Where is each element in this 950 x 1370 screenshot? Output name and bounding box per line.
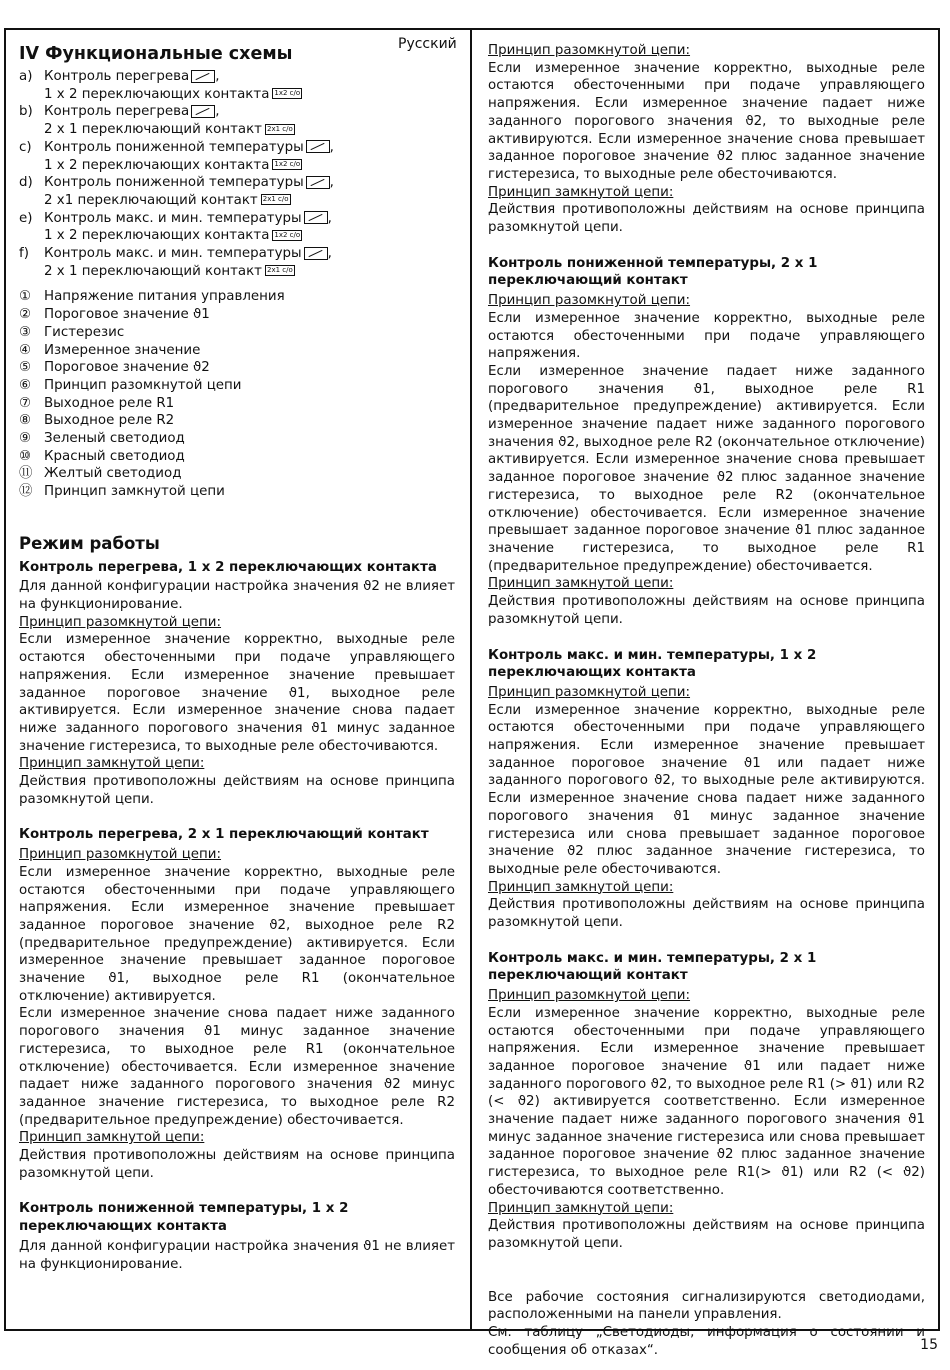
language-label: Русский	[398, 36, 457, 52]
diagram-item	[19, 174, 455, 209]
open-label: Принцип разомкнутой цепи:	[488, 988, 691, 1004]
s2-open-text-2: Если измеренное значение снова падает ниже заданного порогового значения ϑ1 минус заданное значение гистерезиса, то выходное реле R1 (окончательное отключение) обесточивается. Если измеренное значение падает ниже заданного порогового значения ϑ2 минус заданное значение гистерезиса, то выходное реле R2 (предварительное предупреждение) обесточивается.	[19, 1006, 455, 1128]
legend-item	[19, 465, 455, 483]
legend-number: ⑫	[19, 484, 33, 500]
legend-item	[19, 377, 455, 395]
item-text: Контроль пониженной температуры , 2 x1 переключающий контакт 2x1 c/o	[44, 175, 334, 208]
item-text: Контроль перегрева , 2 x 1 переключающий контакт 2x1 c/o	[44, 104, 293, 138]
open-label: Принцип разомкнутой цепи:	[488, 43, 691, 58]
legend-item	[19, 395, 455, 413]
r0-open-text: Если измеренное значение корректно, выходные реле остаются обесточенными при подаче управляющего напряжения. Если измеренное значение падает ниже заданного порогового значения ϑ2, то выходные реле активируются. Если измеренное значение снова превышает заданное пороговое значение ϑ2 плюс заданное значение гистерезиса, то выходные реле обесточиваются.	[488, 60, 925, 182]
closed-label: Принцип замкнутой цепи:	[19, 756, 205, 772]
contact-tag: 1x2 c/o	[274, 230, 301, 239]
legend-item	[19, 483, 455, 501]
item-text: Контроль перегрева , 1 x 2 переключающих контакта 1x2 c/o	[44, 69, 301, 102]
item-line-2: 2 x 1 переключающий контакт	[44, 122, 262, 138]
item-line-2: 2 x1 переключающий контакт	[44, 192, 258, 208]
legend-item	[19, 342, 455, 360]
legend-text: Гистерезис	[44, 324, 125, 340]
item-line-2: 1 x 2 переключающих контакта	[44, 228, 270, 244]
legend-item	[19, 288, 455, 306]
diagram-item	[19, 103, 455, 138]
item-key: e)	[19, 210, 33, 226]
s1-heading: Контроль перегрева, 1 x 2 переключающих контакта	[19, 559, 437, 575]
r1-open-text-1: Если измеренное значение корректно, выходные реле остаются обесточенными при подаче управляющего напряжения.	[488, 310, 925, 362]
item-key: d)	[19, 175, 33, 191]
function-symbol-icon	[306, 140, 330, 153]
item-line-2: 1 x 2 переключающих контакта	[44, 86, 270, 102]
item-line-1: Контроль макс. и мин. температуры	[44, 210, 302, 226]
function-symbol-icon	[306, 176, 330, 189]
r2-open-text: Если измеренное значение корректно, выходные реле остаются обесточенными при подаче управляющего напряжения. Если измеренное значение превышает заданное пороговое значение ϑ1 или падает ниже заданного порогового ϑ2, то выходные реле активируются. Если измеренное значение снова падает ниже заданного порогового значения ϑ1 минус заданное значение гистерезиса или снова превышает заданное пороговое значение ϑ2 плюс заданное значение гистерезиса, то выходные реле обесточиваются.	[488, 702, 925, 877]
open-label: Принцип разомкнутой цепи:	[488, 293, 691, 309]
s2-heading: Контроль перегрева, 2 x 1 переключающий контакт	[19, 827, 429, 843]
legend-list	[19, 288, 455, 500]
function-symbol-icon	[304, 247, 328, 260]
contact-tag: 2x1 c/o	[262, 195, 289, 204]
legend-text: Пороговое значение ϑ2	[44, 360, 210, 376]
item-text: Контроль макс. и мин. температуры , 1 x 2 переключающих контакта 1x2 c/o	[44, 210, 332, 244]
legend-text: Красный светодиод	[44, 448, 185, 464]
function-symbol-icon	[191, 105, 215, 118]
mode-title: Режим работы	[19, 533, 160, 553]
legend-text: Принцип замкнутой цепи	[44, 484, 225, 500]
item-line-1: Контроль пониженной температуры	[44, 139, 304, 155]
diagram-item	[19, 68, 455, 103]
r3-open-text: Если измеренное значение корректно, выходные реле остаются обесточенными при подаче управляющего напряжения. Если измеренное значение превышает заданное пороговое значение ϑ1 или падает ниже заданного порогового ϑ2, то выходное реле R1 (> ϑ1) или R2 (< ϑ2) активируется соответственно. Если измеренное значение падает ниже заданного порогового значения ϑ1 минус заданное значение гистерезиса или снова превышает заданное пороговое значение ϑ2 плюс заданное значение гистерезиса, то выходное реле R1(> ϑ1) или R2 (< ϑ2) обесточиваются соответственно.	[488, 1005, 925, 1198]
right-column	[488, 42, 925, 1360]
legend-text: Напряжение питания управления	[44, 289, 285, 305]
r1-heading: Контроль пониженной температуры, 2 x 1 переключающий контакт	[488, 255, 818, 289]
closed-label: Принцип замкнутой цепи:	[488, 576, 674, 592]
r0-closed-text: Действия противоположны действиям на основе принципа разомкнутой цепи.	[488, 202, 925, 236]
legend-item	[19, 448, 455, 466]
contact-tag: 1x2 c/o	[274, 89, 301, 98]
s2-closed-text: Действия противоположны действиям на основе принципа разомкнутой цепи.	[19, 1148, 455, 1181]
legend-number: ⑪	[19, 466, 33, 482]
diagram-item	[19, 139, 455, 174]
item-line-2: 1 x 2 переключающих контакта	[44, 157, 270, 173]
legend-number: ④	[19, 342, 32, 358]
item-line-2: 2 x 1 переключающий контакт	[44, 263, 262, 279]
r2-heading: Контроль макс. и мин. температуры, 1 x 2 переключающих контакта	[488, 647, 817, 681]
open-label: Принцип разомкнутой цепи:	[488, 684, 691, 700]
legend-number: ⑦	[19, 395, 32, 411]
legend-item	[19, 359, 455, 377]
s1-closed-text: Действия противоположны действиям на основе принципа разомкнутой цепи.	[19, 774, 455, 807]
legend-item	[19, 306, 455, 324]
contact-tag: 1x2 c/o	[274, 160, 301, 169]
legend-text: Измеренное значение	[44, 342, 201, 358]
legend-item	[19, 430, 455, 448]
item-line-1: Контроль перегрева	[44, 104, 190, 120]
legend-text: Зеленый светодиод	[44, 431, 185, 447]
legend-number: ⑧	[19, 413, 32, 429]
open-label: Принцип разомкнутой цепи:	[19, 847, 222, 863]
left-column	[19, 42, 455, 1273]
page-number: 15	[920, 1337, 938, 1353]
legend-number: ⑨	[19, 431, 32, 447]
s3-heading: Контроль пониженной температуры, 1 x 2 переключающих контакта	[19, 1201, 349, 1235]
item-text: Контроль макс. и мин. температуры , 2 x 1 переключающий контакт 2x1 c/o	[44, 246, 332, 279]
legend-number: ⑩	[19, 448, 32, 464]
r2-closed-text: Действия противоположны действиям на основе принципа разомкнутой цепи.	[488, 897, 925, 931]
item-text: Контроль пониженной температуры , 1 x 2 переключающих контакта 1x2 c/o	[44, 139, 334, 173]
open-label: Принцип разомкнутой цепи:	[19, 614, 222, 630]
legend-item	[19, 324, 455, 342]
item-line-1: Контроль перегрева	[44, 69, 190, 84]
legend-text: Желтый светодиод	[44, 466, 182, 482]
item-key: c)	[19, 139, 32, 155]
legend-text: Пороговое значение ϑ1	[44, 307, 210, 323]
section-title: IV Функциональные схемы	[19, 44, 293, 64]
legend-number: ⑤	[19, 360, 32, 376]
closed-label: Принцип замкнутой цепи:	[488, 879, 674, 895]
r3-closed-text: Действия противоположны действиям на основе принципа разомкнутой цепи.	[488, 1218, 925, 1251]
legend-text: Выходное реле R2	[44, 413, 175, 429]
legend-item	[19, 412, 455, 430]
r1-open-text-2: Если измеренное значение падает ниже заданного порогового значения ϑ1, выходное реле R1 (предварительное предупреждение) активируется. Если измеренное значение падает ниже заданного порогового значения ϑ2, выходное реле R2 (окончательное отключение) активируется. Если измеренное значение снова превышает заданное пороговое значение ϑ2 плюс заданное значение гистерезиса, то выходное реле R2 (окончательное отключение) обесточивается. Если измеренное значение превышает заданное пороговое значение ϑ1 плюс заданное значение гистерезиса, то выходное реле R1 (предварительное предупреждение) обесточивается.	[488, 363, 925, 574]
r3-heading: Контроль макс. и мин. температуры, 2 x 1 переключающий контакт	[488, 950, 817, 984]
closed-label: Принцип замкнутой цепи:	[488, 1200, 674, 1216]
legend-text: Принцип разомкнутой цепи	[44, 377, 242, 393]
s3-intro: Для данной конфигурации настройка значения ϑ1 не влияет на функционирование.	[19, 1238, 455, 1272]
legend-number: ①	[19, 289, 32, 305]
s2-open-text-1: Если измеренное значение корректно, выходные реле остаются обесточенными при подаче управляющего напряжения. Если измеренное значение превышает заданное пороговое значение ϑ2, выходное реле R2 (предварительное предупреждение) активируется. Если измеренное значение превышает заданное пороговое значение ϑ1, выходное реле R1 (окончательное отключение) активируется.	[19, 864, 455, 1004]
diagram-item	[19, 210, 455, 245]
legend-text: Выходное реле R1	[44, 395, 175, 411]
final-text-1: Все рабочие состояния сигнализируются светодиодами, расположенными на панели управления.	[488, 1289, 925, 1323]
diagram-list	[19, 68, 455, 280]
column-divider	[470, 28, 472, 1331]
item-key: a)	[19, 69, 33, 84]
closed-label: Принцип замкнутой цепи:	[488, 184, 674, 200]
contact-tag: 2x1 c/o	[266, 124, 293, 133]
final-text-2: См. таблицу „Светодиоды, информация о состоянии и сообщения об отказах“.	[488, 1325, 925, 1358]
function-symbol-icon	[304, 211, 328, 224]
s1-open-text: Если измеренное значение корректно, выходные реле остаются обесточенными при подаче управляющего напряжения. Если измеренное значение превышает заданное пороговое значение ϑ1, выходное реле активируется. Если измеренное значение снова падает ниже заданного порогового значения ϑ1 минус заданное значение гистерезиса, то выходные реле обесточиваются.	[19, 632, 455, 754]
item-key: f)	[19, 246, 29, 262]
item-key: b)	[19, 104, 33, 120]
legend-number: ②	[19, 307, 32, 323]
function-symbol-icon	[191, 70, 215, 83]
r1-closed-text: Действия противоположны действиям на основе принципа разомкнутой цепи.	[488, 594, 925, 627]
item-line-1: Контроль пониженной температуры	[44, 175, 304, 191]
s1-intro: Для данной конфигурации настройка значения ϑ2 не влияет на функционирование.	[19, 579, 455, 612]
contact-tag: 2x1 c/o	[266, 266, 293, 275]
diagram-item	[19, 245, 455, 280]
legend-number: ③	[19, 324, 32, 340]
closed-label: Принцип замкнутой цепи:	[19, 1130, 205, 1146]
legend-number: ⑥	[19, 377, 32, 393]
item-line-1: Контроль макс. и мин. температуры	[44, 246, 302, 262]
